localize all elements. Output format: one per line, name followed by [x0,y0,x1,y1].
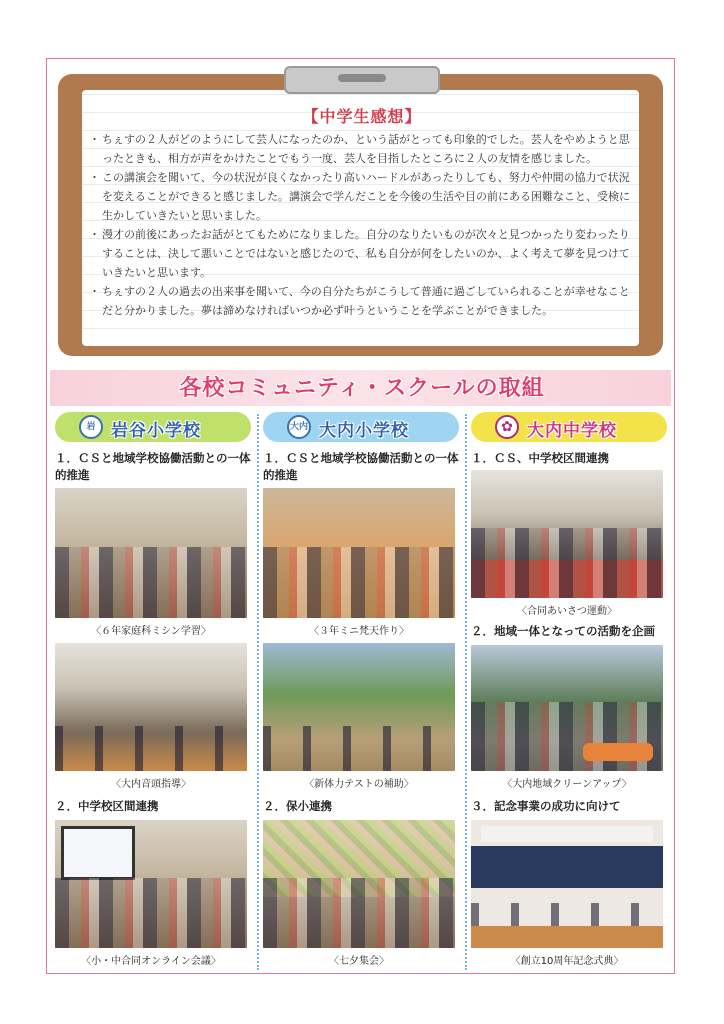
photo-sewing-class [55,488,247,618]
school-emblem-icon: ✿ [495,415,519,439]
column-divider [465,414,467,970]
impressions-list [92,130,632,320]
clipboard-clip-hole [338,74,386,82]
school-name: 岩谷小学校 [111,421,201,441]
impression-item: ・ この講演会を聞いて、今の状況が良くなかったり高いハードルがあったりしても、努力や仲間の協力で状況を変えることができると感じました。講演会で学んだことを今後の生活や目の前にある困難なこと、受検に生かしていきたいと思いました。 [92,168,632,225]
photo-people [471,528,663,598]
photo-people [55,878,247,948]
activity-heading: ２．地域一体となっての活動を企画 [471,624,655,638]
school-name: 大内小学校 [319,421,409,441]
photo-screen [61,826,135,880]
photo-caption: 〈６年家庭科ミシン学習〉 [91,626,211,637]
photo-caption: 〈合同あいさつ運動〉 [517,606,617,617]
photo-people [55,726,247,771]
activity-heading: ２．中学校区間連携 [55,799,159,813]
photo-caption: 〈３年ミニ梵天作り〉 [309,626,409,637]
photo-cleanup [471,645,663,771]
photo-caption: 〈小・中合同オンライン会議〉 [81,956,221,967]
photo-floor [471,926,663,948]
school-name: 大内中学校 [527,421,617,441]
photo-anniversary-ceremony [471,820,663,948]
activity-heading: ３．記念事業の成功に向けて [471,799,621,813]
photo-bonten-making [263,488,455,618]
photo-fitness-test [263,643,455,771]
school-emblem-icon: 大内 [287,415,311,439]
photo-caption: 〈大内音頭指導〉 [111,779,191,790]
photo-people [263,878,455,948]
impression-item: ・ ちぇすの２人の過去の出来事を聞いて、今の自分たちがこうして普通に過ごしていられることが幸せなことだと分かりました。夢は諦めなければいつか必ず叶うということを学ぶことができました。 [92,282,632,320]
photo-people [55,547,247,619]
impression-item: ・ 漫才の前後にあったお話がとてもためになりました。自分のなりたいものが次々と見つかったり変わったりすることは、決して悪いことではないと感じたので、私も自分が何をしたいのか、よく考えて夢を見つけていきたいと思います。 [92,225,632,282]
photo-stage [471,846,663,888]
photo-people [263,547,455,619]
activity-heading: １．ＣＳ、中学校区間連携 [471,451,609,465]
photo-greeting-campaign [471,470,663,598]
activity-heading: １．ＣＳと地域学校協働活動との一体的推進 [263,451,459,482]
photo-online-meeting [55,820,247,948]
photo-dance-instruction [55,643,247,771]
school-emblem-icon: 岩 [79,415,103,439]
photo-caption: 〈創立10周年記念式典〉 [510,956,624,967]
photo-garbage-bags [583,743,653,761]
section-title: 各校コミュニティ・スクールの取組 [179,376,545,401]
column-divider [257,414,259,970]
activity-heading: ２．保小連携 [263,799,332,813]
photo-stage-banner [481,826,653,842]
photo-caption: 〈新体力テストの補助〉 [304,779,414,790]
activity-heading: １．ＣＳと地域学校協働活動との一体的推進 [55,451,251,482]
impressions-title: 【中学生感想】 [302,107,422,126]
photo-people [263,726,455,771]
photo-caption: 〈大内地域クリーンアップ〉 [502,779,632,790]
photo-tanabata-gathering [263,820,455,948]
photo-caption: 〈七夕集会〉 [329,956,389,967]
impression-item: ・ ちぇすの２人がどのようにして芸人になったのか、という話がとっても印象的でした。芸人をやめようと思ったときも、相方が声をかけたことでもう一度、芸人を目指したところに２人の友情を感じました。 [92,130,632,168]
